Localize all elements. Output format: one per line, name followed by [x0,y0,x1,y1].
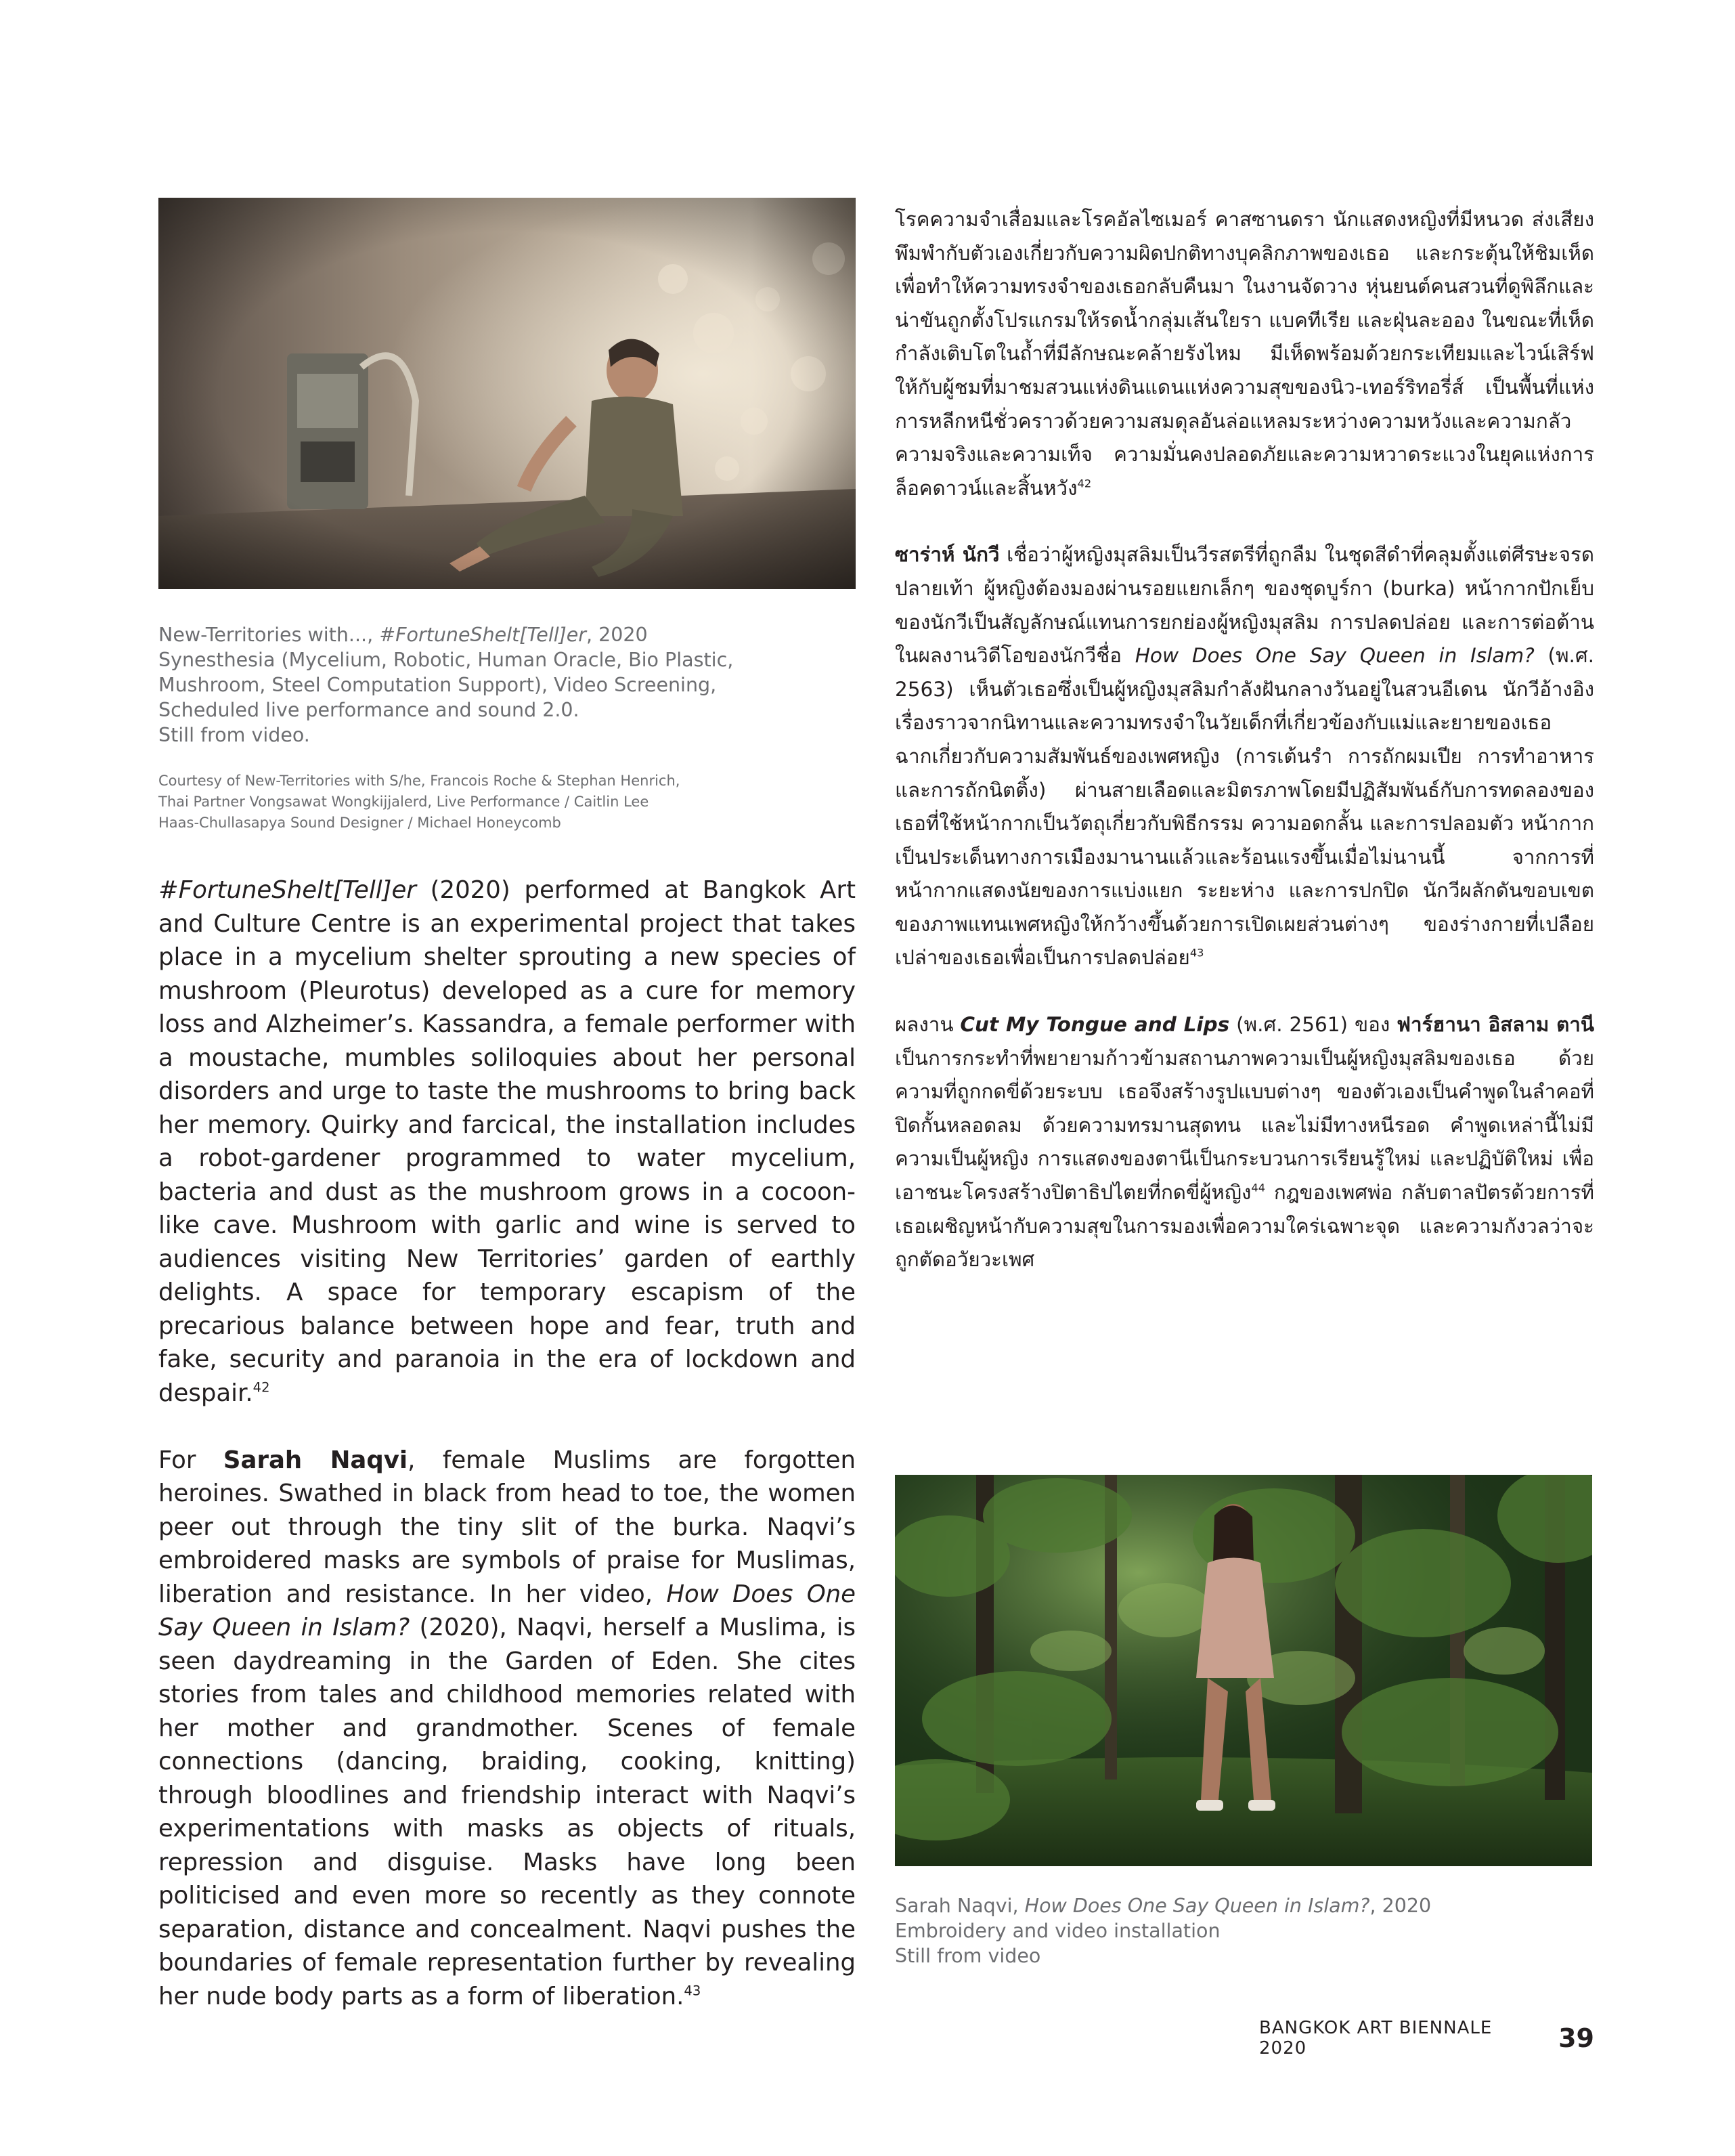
artist-name: ซาร่าห์ นักวี [895,543,1000,567]
caption-top [158,622,835,748]
footnote-ref: 43 [1189,947,1204,960]
page-footer [1259,2018,1594,2058]
english-body [158,874,856,2013]
thai-paragraph-2: ซาร่าห์ นักวี เชื่อว่าผู้หญิงมุสลิมเป็นวีรสตรีที่ถูกลืม ในชุดสีดำที่คลุมตั้งแต่ศีรษะจรดปลายเท้า ผู้หญิงต้องมองผ่านรอยแยกเล็กๆ ของชุดบูร์กา (burka) หน้ากากปักเย็บของนักวีเป็นสัญลักษณ์แทนการยกย่องผู้หญิงมุสลิม การปลดปล่อย และการต่อต้าน ในผลงานวิดีโอของนักวีชื่อ How Does One Say Queen in Islam? (พ.ศ. 2563) เห็นตัวเธอซึ่งเป็นผู้หญิงมุสลิมกำลังฝันกลางวันอยู่ในสวนอีเดน นักวีอ้างอิงเรื่องราวจากนิทานและความทรงจำในวัยเด็กที่เกี่ยวข้องกับแม่และยายของเธอ ฉากเกี่ยวกับความสัมพันธ์ของเพศหญิง (การเต้นรำ การถักผมเปีย การทำอาหาร และการถักนิตติ้ง) ผ่านสายเลือดและมิตรภาพโดยมีปฏิสัมพันธ์กับการทดลองของเธอที่ใช้หน้ากากเป็นวัตถุเกี่ยวกับพิธีกรรม ความอดกลั้น และการปลอมตัว หน้ากากเป็นประเด็นทางการเมืองมานานแล้วและร้อนแรงขึ้นเมื่อไม่นานนี้ จากการที่หน้ากากแสดงนัยของการแบ่งแยก ระยะห่าง และการปกปิด นักวีผลักดันขอบเขตของภาพแทนเพศหญิงให้กว้างขึ้นด้วยการเปิดเผยส่วนต่างๆ ของร่างกายที่เปลือยเปล่าของเธอเพื่อเป็นการปลดปล่อย$^{43}$ [895,543,1594,970]
photo-fortune-shelteller-image [158,198,856,589]
photo-fortune-shelteller [158,198,856,589]
caption-bottom [895,1893,1599,1968]
footnote-ref: 42 [1077,477,1092,490]
english-paragraph-1: #FortuneShelt[Tell]er (2020) performed at Bangkok Art and Culture Centre is an experimental project that takes place in a mycelium shelter sprouting a new species of mushroom (Pleurotus) developed as a cure for memory loss and Alzheimer’s. Kassandra, a female performer with a moustache, mumbles soliloquies about her personal disorders and urge to taste the mushrooms to bring back her memory. Quirky and farcical, the installation includes a robot-gardener programmed to water mycelium, bacteria and dust as the mushroom grows in a cocoon-like cave. Mushroom with garlic and wine is served to audiences visiting New Territories’ garden of earthly delights. A space for temporary escapism of the precarious balance between hope and fear, truth and fake, security and paranoia in the era of lockdown and despair.$^{42}$ [158,876,856,1407]
thai-body [895,203,1594,1277]
publication-title: BANGKOK ART BIENNALE 2020 [1259,2018,1493,2058]
thai-paragraph-3: ผลงาน Cut My Tongue and Lips (พ.ศ. 2561) ของ ฟาร์ฮานา อิสลาม ตานี เป็นการกระทำที่พยายามก้าวข้ามสถานภาพความเป็นผู้หญิงมุสลิมของเธอ ด้วยความที่ถูกกดขี่ด้วยระบบ เธอจึงสร้างรูปแบบต่างๆ ของตัวเองเป็นคำพูดในลำคอที่ปิดกั้นหลอดลม ด้วยความทรมานสุดทน และไม่มีทางหนีรอด คำพูดเหล่านี้ไม่มีความเป็นผู้หญิง การแสดงของตานีเป็นกระบวนการเรียนรู้ใหม่ และปฏิบัติใหม่ เพื่อเอาชนะโครงสร้างปิตาธิปไตยที่กดขี่ผู้หญิง$^{44}$ กฎของเพศพ่อ กลับตาลปัตรด้วยการที่เธอเผชิญหน้ากับความสุขในการมองเพื่อความใคร่เฉพาะจุด และความกังวลว่าจะถูกตัดอวัยวะเพศ [895,1013,1594,1272]
footnote-ref: 44 [1251,1181,1266,1194]
caption-top-line5: Still from video. [158,724,310,746]
footnote-ref: 43 [684,1982,701,1998]
caption-bottom-line1: Sarah Naqvi, How Does One Say Queen in Islam?, 2020 [895,1895,1432,1917]
photo-how-does-one-say-queen [895,1475,1592,1866]
caption-top-line1: New-Territories with..., #FortuneShelt[Tell]er, 2020 [158,624,648,646]
english-paragraph-2: For Sarah Naqvi, female Muslims are forgotten heroines. Swathed in black from head to toe, the women peer out through the tiny slit of the burka. Naqvi’s embroidered masks are symbols of praise for Muslimas, liberation and resistance. In her video, How Does One Say Queen in Islam? (2020), Naqvi, herself a Muslima, is seen daydreaming in the Garden of Eden. She cites stories from tales and childhood memories related with her mother and grandmother. Scenes of female connections (dancing, braiding, cooking, knitting) through bloodlines and friendship interact with Naqvi’s experimentations with masks as objects of rituals, repression and disguise. Masks have long been politicised and even more so recently as they connote separation, distance and concealment. Naqvi pushes the boundaries of female representation further by revealing her nude body parts as a form of liberation.$^{43}$ [158,1446,856,2010]
artist-name: ฟาร์ฮานา อิสลาม ตานี [1397,1013,1594,1037]
caption-top-line4: Scheduled live performance and sound 2.0. [158,699,579,721]
credit-top-line2: Thai Partner Vongsawat Wongkijjalerd, Live Performance / Caitlin Lee [158,794,649,810]
artist-name: Sarah Naqvi [223,1446,408,1474]
caption-bottom-line2: Embroidery and video installation [895,1920,1221,1942]
credit-top [158,771,835,834]
caption-top-line3: Mushroom, Steel Computation Support), Video Screening, [158,674,717,696]
caption-top-line2: Synesthesia (Mycelium, Robotic, Human Oracle, Bio Plastic, [158,649,734,671]
photo-how-does-one-say-queen-image [895,1475,1592,1866]
credit-top-line1: Courtesy of New-Territories with S/he, Francois Roche & Stephan Henrich, [158,773,680,789]
page-number: 39 [1558,2023,1594,2053]
credit-top-line3: Haas-Chullasapya Sound Designer / Michael Honeycomb [158,815,561,831]
footnote-ref: 42 [252,1379,270,1395]
caption-bottom-line3: Still from video [895,1945,1041,1967]
thai-paragraph-1: โรคความจำเสื่อมและโรคอัลไซเมอร์ คาสซานดรา นักแสดงหญิงที่มีหนวด ส่งเสียงพึมพำกับตัวเองเกี่ยวกับความผิดปกติทางบุคลิกภาพของเธอ และกระตุ้นให้ชิมเห็ดเพื่อทำให้ความทรงจำของเธอกลับคืนมา ในงานจัดวาง หุ่นยนต์คนสวนที่ดูพิลึกและน่าขันถูกตั้งโปรแกรมให้รดน้ำกลุ่มเส้นใยรา แบคทีเรีย และฝุ่นละออง ในขณะที่เห็ดกำลังเติบโตในถ้ำที่มีลักษณะคล้ายรังไหม มีเห็ดพร้อมด้วยกระเทียมและไวน์เสิร์ฟให้กับผู้ชมที่มาชมสวนแห่งดินแดนแห่งความสุขของนิว-เทอร์ริทอรี่ส์ เป็นพื้นที่แห่งการหลีกหนีชั่วคราวด้วยความสมดุลอันล่อแหลมระหว่างความหวังและความกลัว ความจริงและความเท็จ ความมั่นคงปลอดภัยและความหวาดระแวงในยุคแห่งการล็อคดาวน์และสิ้นหวัง$^{42}$ [895,208,1594,500]
